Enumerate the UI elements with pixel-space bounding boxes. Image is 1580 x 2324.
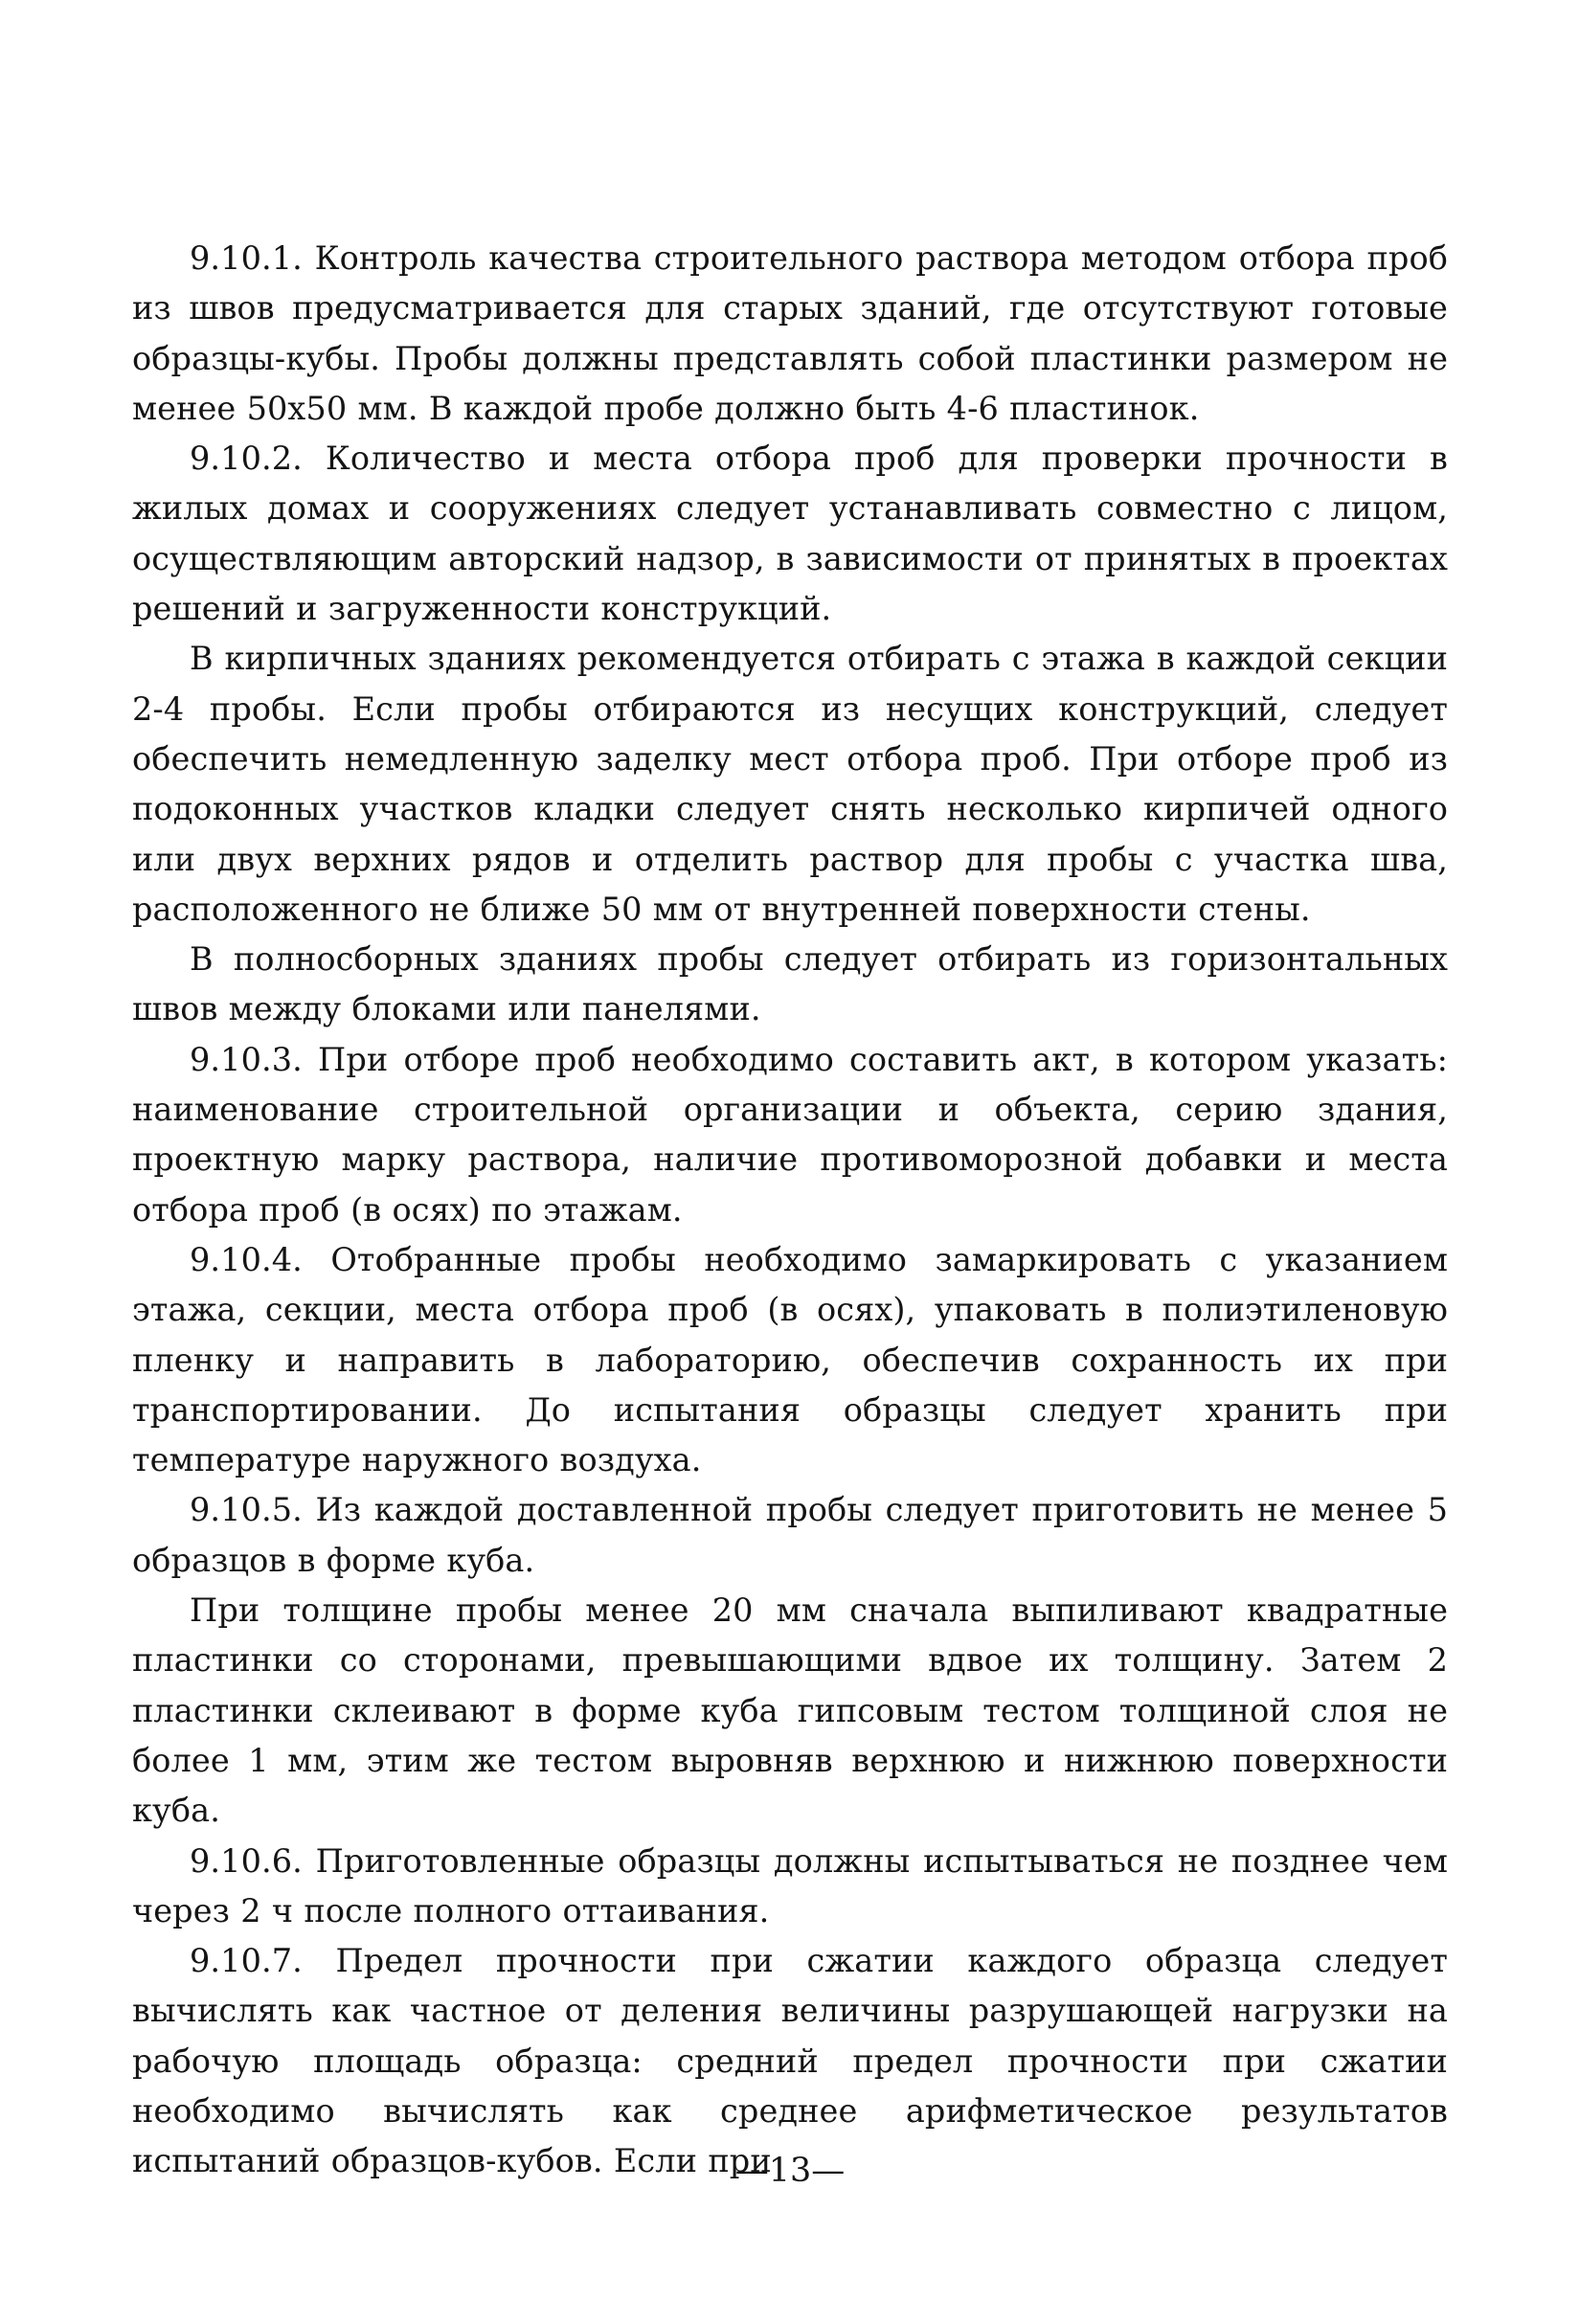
paragraph-9-10-3: 9.10.3. При отборе проб необходимо составить акт, в котором указать: наименование строительной организации и объекта, серию здания, проектную марку раствора, наличие противоморозной добавки и места отбора проб (в осях) по этажам.	[132, 1040, 1448, 1229]
paragraph-9-10-2: 9.10.2. Количество и места отбора проб для проверки прочности в жилых домах и сооружениях следует устанавливать совместно с лицом, осуществляющим авторский надзор, в зависимости от принятых в проектах решений и загруженности конструкций.	[132, 440, 1448, 628]
paragraph-brick-buildings: В кирпичных зданиях рекомендуется отбирать с этажа в каждой секции 2-4 пробы. Если пробы отбираются из несущих конструкций, следует обеспечить немедленную заделку мест отбора проб. При отборе проб из подоконных участков кладки следует снять несколько кирпичей одного или двух верхних рядов и отделить раствор для пробы с участка шва, расположенного не ближе 50 мм от внутренней поверхности стены.	[132, 640, 1448, 928]
paragraph-9-10-7: 9.10.7. Предел прочности при сжатии каждого образца следует вычислять как частное от деления величины разрушающей нагрузки на рабочую площадь образца: средний предел прочности при сжатии необходимо вычислять как среднее арифметическое результатов испытаний образцов-кубов. Если при	[132, 1942, 1448, 2180]
paragraph-9-10-1: 9.10.1. Контроль качества строительного раствора методом отбора проб из швов предусматривается для старых зданий, где отсутствуют готовые образцы-кубы. Пробы должны представлять собой пластинки размером не менее 50х50 мм. В каждой пробе должно быть 4-6 пластинок.	[132, 239, 1448, 427]
paragraph-9-10-4: 9.10.4. Отобранные пробы необходимо замаркировать с указанием этажа, секции, места отбора проб (в осях), упаковать в полиэтиленовую пленку и направить в лабораторию, обеспечив сохранность их при транспортировании. До испытания образцы следует хранить при температуре наружного воздуха.	[132, 1240, 1448, 1479]
paragraph-prefab-buildings: В полносборных зданиях пробы следует отбирать из горизонтальных швов между блоками или панелями.	[132, 940, 1448, 1028]
paragraph-sample-thickness: При толщине пробы менее 20 мм сначала выпиливают квадратные пластинки со сторонами, превышающими вдвое их толщину. Затем 2 пластинки склеивают в форме куба гипсовым тестом толщиной слоя не более 1 мм, этим же тестом выровняв верхнюю и нижнюю поверхности куба.	[132, 1591, 1448, 1830]
paragraph-9-10-6: 9.10.6. Приготовленные образцы должны испытываться не позднее чем через 2 ч после полного оттаивания.	[132, 1841, 1448, 1929]
document-page-body	[132, 234, 1448, 2187]
page-number: —13—	[734, 2152, 846, 2190]
paragraph-9-10-5: 9.10.5. Из каждой доставленной пробы следует приготовить не менее 5 образцов в форме куба.	[132, 1491, 1448, 1579]
